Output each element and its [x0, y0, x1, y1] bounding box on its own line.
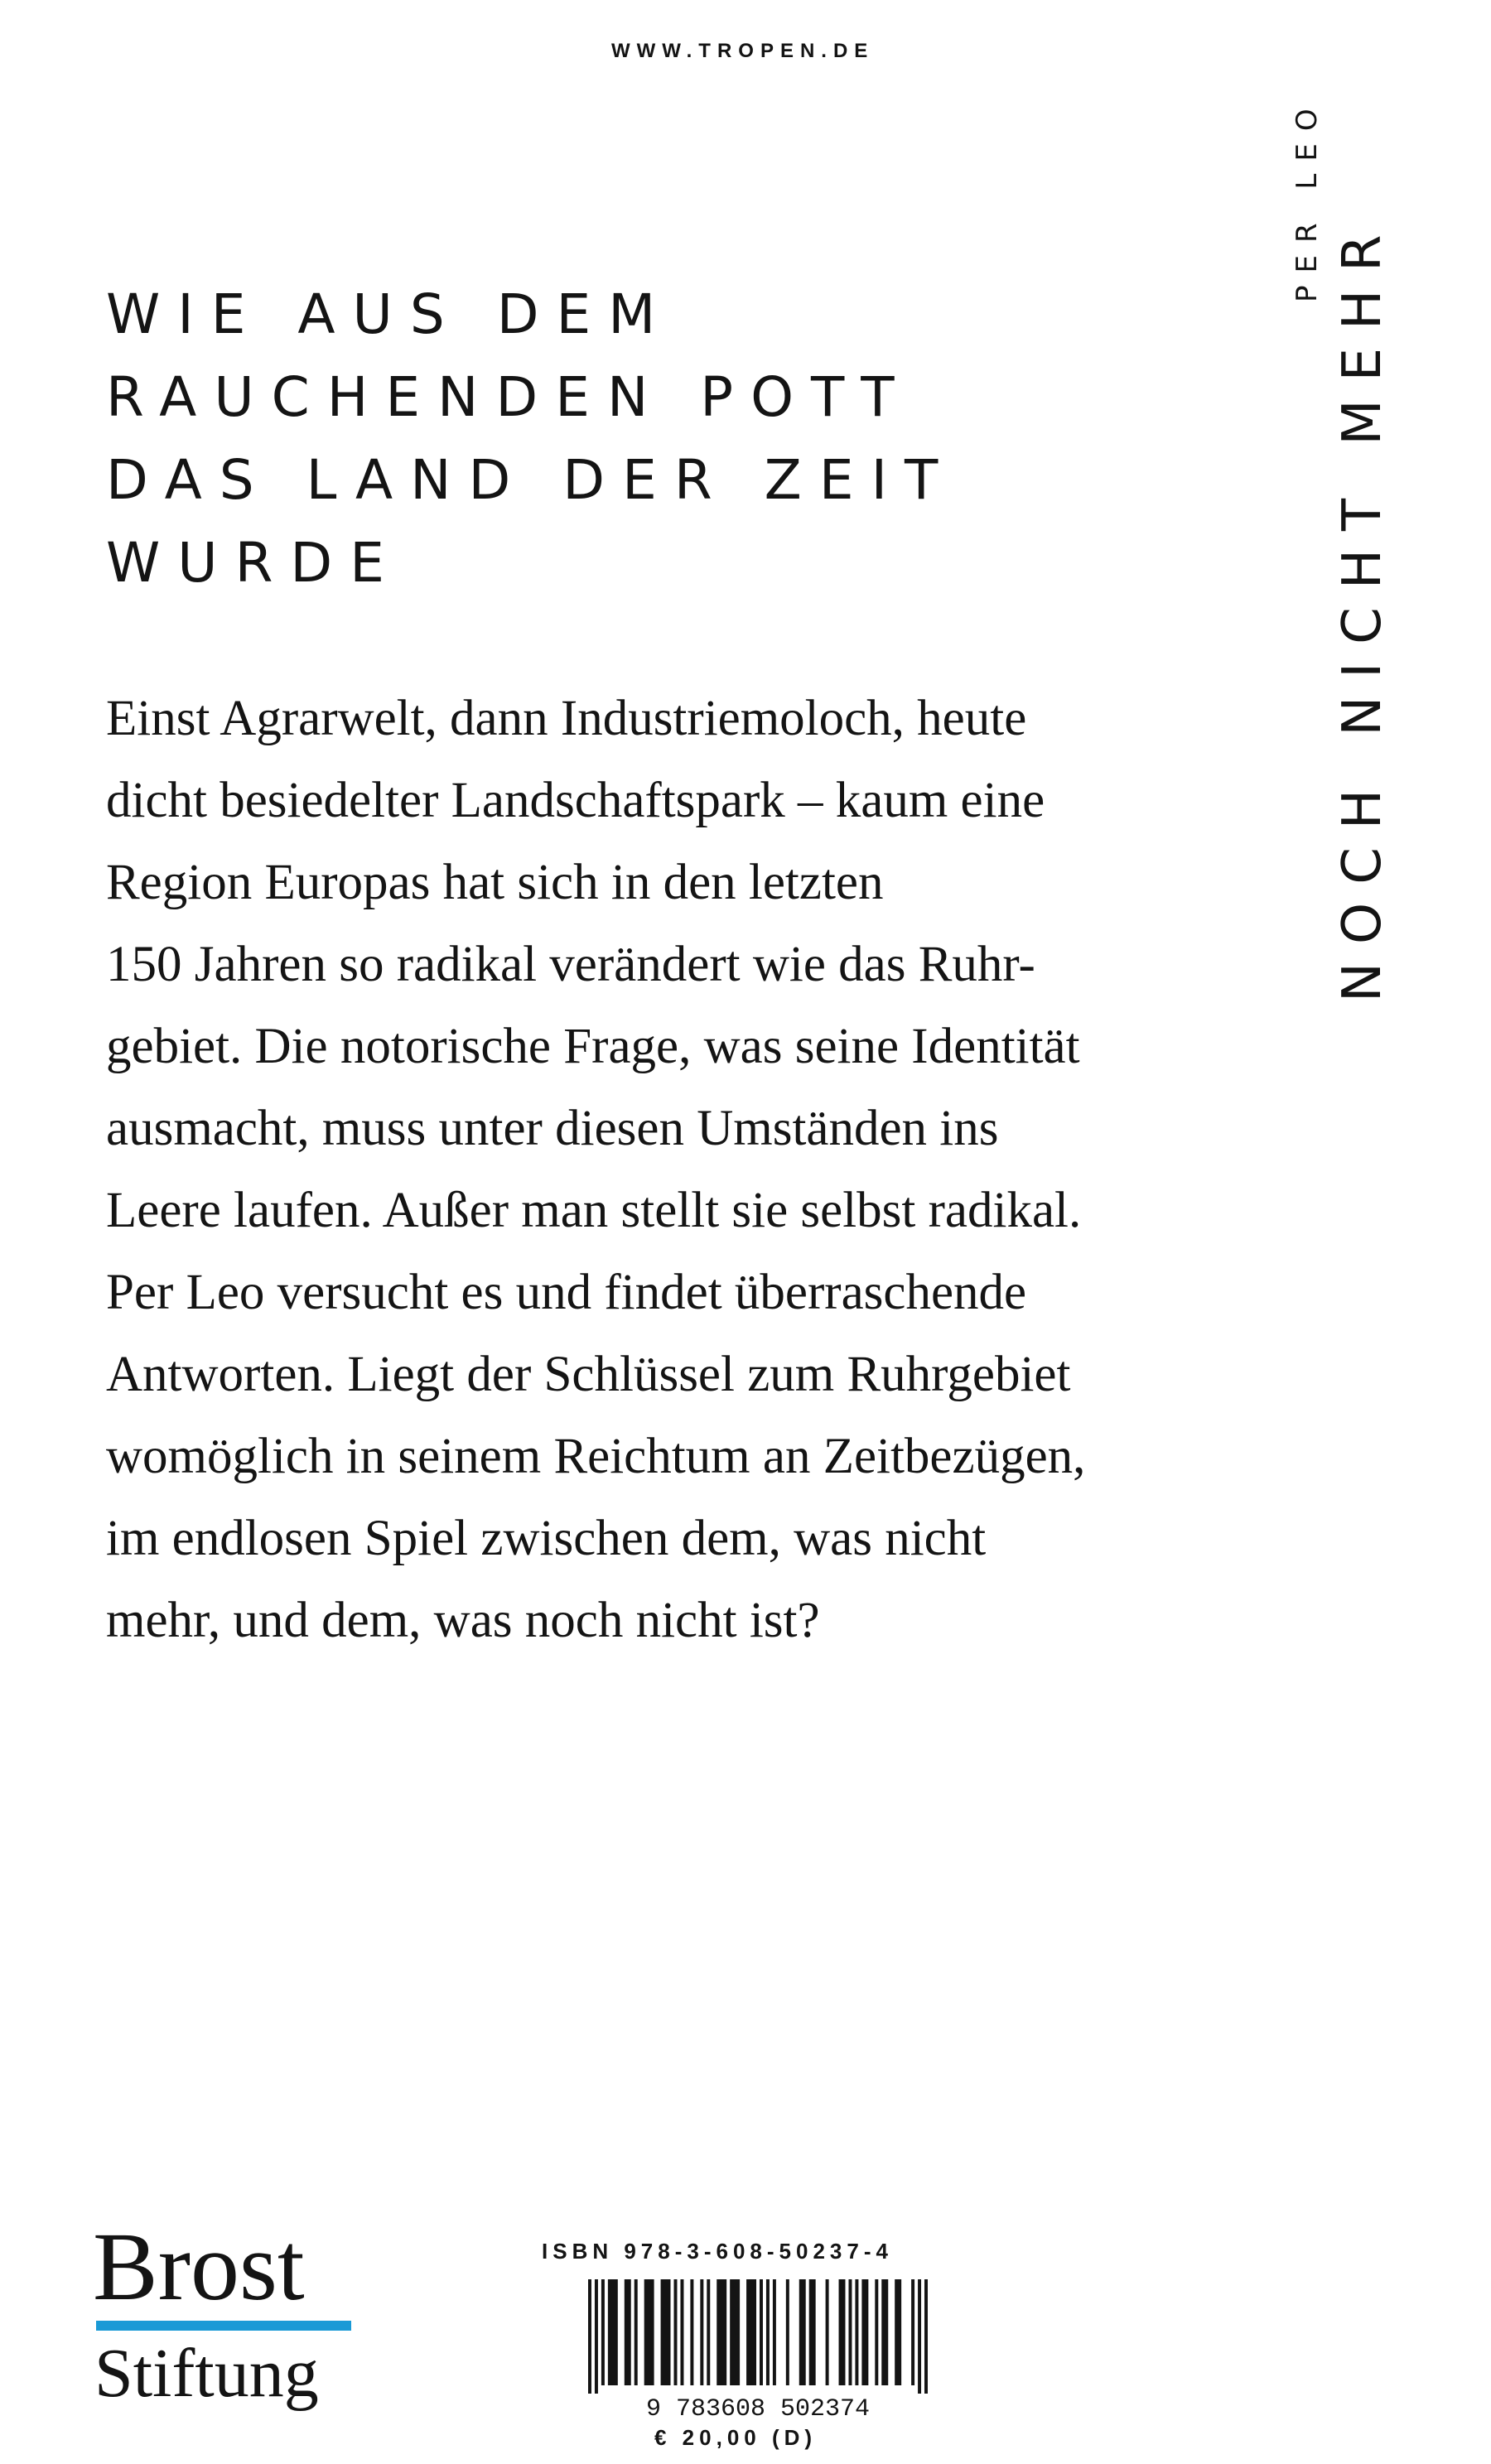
- barcode-bar: [895, 2279, 901, 2385]
- barcode-bar: [786, 2279, 789, 2385]
- logo-bar: [96, 2321, 351, 2331]
- price: € 20,00 (D): [654, 2425, 818, 2450]
- blurb-line: Leere laufen. Außer man stellt sie selbst radikal.: [106, 1183, 1082, 1238]
- blurb-line: ausmacht, muss unter diesen Umständen ins: [106, 1101, 999, 1156]
- headline: [106, 273, 1183, 605]
- barcode-bar: [855, 2279, 858, 2385]
- headline-line: WURDE: [106, 531, 402, 595]
- barcode-bar: [861, 2279, 868, 2385]
- barcode-bar: [766, 2279, 770, 2385]
- blurb-line: Region Europas hat sich in den letzten: [106, 855, 884, 910]
- barcode-bar: [674, 2279, 678, 2385]
- blurb-line: dicht besiedelter Landschaftspark – kaum eine: [106, 773, 1045, 828]
- barcode-bar: [717, 2279, 726, 2385]
- barcode-bar: [707, 2279, 710, 2385]
- barcode-bar: [661, 2279, 671, 2385]
- barcode-bar: [608, 2279, 618, 2385]
- barcode: [580, 2279, 936, 2420]
- barcode-bar: [918, 2279, 921, 2394]
- blurb-line: gebiet. Die notorische Frage, was seine Identität: [106, 1019, 1080, 1074]
- brost-stiftung-logo: [93, 2212, 358, 2433]
- barcode-bar: [826, 2279, 829, 2385]
- barcode-bar: [644, 2279, 654, 2385]
- barcode-bar: [881, 2279, 888, 2385]
- publisher-url: WWW.TROPEN.DE: [611, 40, 875, 62]
- barcode-bar: [730, 2279, 740, 2385]
- barcode-bar: [848, 2279, 852, 2385]
- spine-text: [1276, 91, 1425, 1019]
- barcode-bar: [773, 2279, 776, 2385]
- logo-line1: Brost: [93, 2212, 305, 2321]
- blurb-line: mehr, und dem, was noch nicht ist?: [106, 1593, 820, 1648]
- blurb-line: 150 Jahren so radikal verändert wie das Ruhr-: [106, 937, 1035, 992]
- blurb-line: Antworten. Liegt der Schlüssel zum Ruhrgebiet: [106, 1347, 1071, 1402]
- barcode-bar: [625, 2279, 631, 2385]
- barcode-bar: [601, 2279, 605, 2385]
- barcode-bar: [924, 2279, 928, 2394]
- barcode-bar: [700, 2279, 703, 2385]
- headline-line: WIE AUS DEM: [106, 282, 673, 346]
- barcode-graphic: [580, 2279, 936, 2420]
- barcode-bar: [635, 2279, 638, 2385]
- blurb-line: womöglich in seinem Reichtum an Zeitbezügen,: [106, 1429, 1086, 1484]
- blurb-text: [106, 677, 1183, 1661]
- logo-line2: Stiftung: [94, 2335, 319, 2412]
- headline-line: DAS LAND DER ZEIT: [106, 448, 956, 512]
- isbn-label: ISBN 978-3-608-50237-4: [542, 2239, 893, 2264]
- barcode-digits: 9 783608 502374: [645, 2395, 871, 2420]
- headline-line: RAUCHENDEN POTT: [106, 365, 912, 429]
- barcode-bar: [911, 2279, 914, 2385]
- barcode-bar: [875, 2279, 878, 2385]
- barcode-bar: [809, 2279, 816, 2385]
- blurb-line: im endlosen Spiel zwischen dem, was nicht: [106, 1511, 987, 1566]
- author-name: PER LEO: [1291, 96, 1324, 302]
- barcode-bar: [760, 2279, 763, 2385]
- barcode-bar: [839, 2279, 846, 2385]
- barcode-bar: [690, 2279, 693, 2385]
- book-title: NOCH NICHT MEHR: [1332, 216, 1393, 1002]
- barcode-bar: [595, 2279, 598, 2394]
- barcode-bar: [799, 2279, 806, 2385]
- blurb-line: Per Leo versucht es und findet überraschende: [106, 1265, 1027, 1320]
- barcode-bar: [588, 2279, 591, 2394]
- barcode-bar: [746, 2279, 756, 2385]
- barcode-bar: [680, 2279, 683, 2385]
- blurb-line: Einst Agrarwelt, dann Industriemoloch, heute: [106, 691, 1027, 746]
